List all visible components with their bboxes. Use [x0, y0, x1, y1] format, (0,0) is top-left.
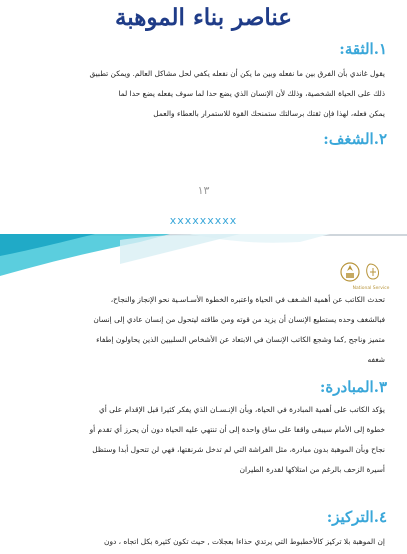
text-line: متميز وناجح ,كما وشجع الكاتب الإنسان في الابتعاد عن الأشخاص السلبيين الذين يحاولون إطفاء: [96, 335, 385, 344]
text-line: تحدث الكاتب عن أهمية الشـغف في الحياة واعتبره الخطوة الأسـاسـية نحو الإنجاز والنجاح،: [110, 295, 385, 304]
document-page-1: [0, 0, 407, 228]
text-line: يؤكد الكاتب على أهمية المبادرة في الحياة، وبأن الإنـسـان الذي يفكر كثيرا قبل الإقدام على أي: [99, 405, 385, 414]
section-body-confidence: [18, 64, 385, 124]
text-line: إن الموهبة بلا تركيز كالأخطبوط التي يرتدي حذاءا بعجلات , حيث تكون كثيرة بكل اتجاه ، دون: [104, 537, 385, 546]
text-line: يمكن فعله، لهذا فإن ثقتك برسالتك ستمنحك القوة للاستمرار بالعطاء والعمل: [153, 109, 385, 118]
text-line: نجاح وبأن الموهبة بدون مبادرة، مثل الفراشة التي لم تدخل شرنقتها، فهي لن تتحول أبدا وستظل: [92, 445, 385, 454]
section-heading-confidence: ١.الثقة:: [339, 40, 387, 58]
text-line: خطوة إلى الأمام سيبقى واقفا على ساق واحدة إلى أن تنتهي عليه الحياة دون أن يحرز أي تقدم أو: [89, 425, 385, 434]
text-line: شغفه: [367, 355, 385, 364]
text-line: فبالشغف وحده يستطيع الإنسان أن يزيد من قوته ومن طاقته ليتحول من إنسان عادي إلى إنسان: [93, 315, 385, 324]
section-body-initiative: [18, 400, 385, 480]
section-heading-passion: ٢.الشغف:: [323, 130, 387, 148]
text-line: أسيرة الزحف بالرغم من امتلاكها لقدرة الطيران: [239, 465, 385, 474]
section-heading-initiative: ٣.المبادرة:: [319, 378, 387, 396]
text-line: يقول غاندي بأن الفرق بين ما نفعله وبين ما يكن أن نفعله يكفي لحل مشاكل العالم. ويمكن تطبيق: [89, 69, 385, 78]
logo-caption: National Service: [352, 286, 390, 291]
section-heading-focus: ٤.التركيز:: [326, 508, 387, 526]
page-number: ١٣: [197, 184, 210, 197]
text-line: ذلك على الحياة الشخصية، وذلك لأن الإنسان الذي يضع حدا لما سوف يفعله يضع حدا لما: [118, 89, 385, 98]
section-body-focus: [18, 532, 385, 552]
page-separator: xxxxxxxxx: [169, 214, 238, 227]
document-page-2: [0, 234, 407, 554]
section-body-passion: [18, 290, 385, 370]
document-title: عناصر بناء الموهبة: [114, 4, 293, 31]
